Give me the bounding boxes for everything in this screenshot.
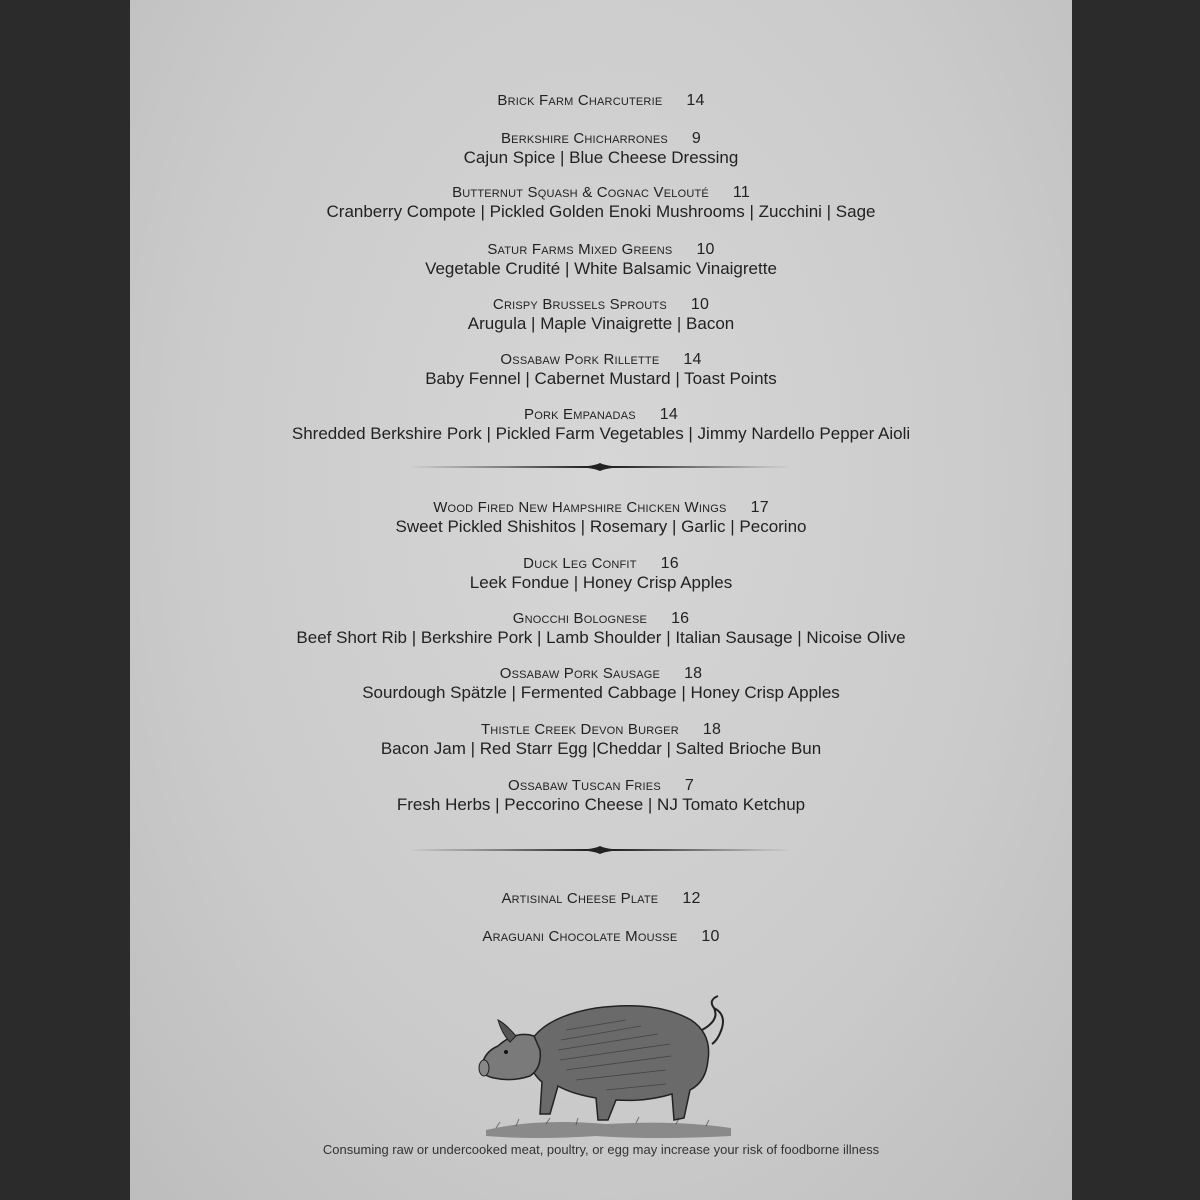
item-price: 12 xyxy=(682,890,701,907)
item-name: Ossabaw Tuscan Fries xyxy=(507,777,661,794)
item-description: Baby Fennel | Cabernet Mustard | Toast Points xyxy=(425,369,777,388)
menu-item xyxy=(130,610,1072,648)
item-price: 18 xyxy=(702,721,722,738)
menu-item xyxy=(130,184,1072,222)
item-name: Ossabaw Pork Rillette xyxy=(500,351,660,368)
menu-item xyxy=(130,241,1072,279)
item-price: 14 xyxy=(686,92,705,109)
item-description: Cajun Spice | Blue Cheese Dressing xyxy=(463,148,739,167)
item-price: 10 xyxy=(696,241,715,258)
menu-item xyxy=(130,406,1072,444)
item-price: 10 xyxy=(701,928,720,945)
item-name: Crispy Brussels Sprouts xyxy=(492,296,667,313)
menu-item xyxy=(130,777,1072,815)
item-name: Pork Empanadas xyxy=(524,406,636,423)
menu-item xyxy=(130,92,1072,110)
item-name: Wood Fired New Hampshire Chicken Wings xyxy=(433,499,727,516)
item-description: Leek Fondue | Honey Crisp Apples xyxy=(469,573,733,592)
item-name: Duck Leg Confit xyxy=(523,555,637,572)
section-divider xyxy=(408,845,793,855)
section-divider xyxy=(408,462,793,472)
menu-item xyxy=(130,665,1072,703)
disclaimer-text: Consuming raw or undercooked meat, poultry, or egg may increase your risk of foodborne illness xyxy=(322,1142,880,1157)
item-price: 7 xyxy=(684,777,694,794)
item-price: 16 xyxy=(671,610,690,627)
menu-item xyxy=(130,890,1072,908)
item-description: Sweet Pickled Shishitos | Rosemary | Garlic | Pecorino xyxy=(395,517,807,536)
item-price: 14 xyxy=(683,351,702,368)
item-name: Araguani Chocolate Mousse xyxy=(482,928,678,945)
item-description: Vegetable Crudité | White Balsamic Vinaigrette xyxy=(425,259,777,278)
item-description: Fresh Herbs | Peccorino Cheese | NJ Tomato Ketchup xyxy=(396,795,806,814)
item-name: Gnocchi Bolognese xyxy=(512,610,648,627)
item-name: Brick Farm Charcuterie xyxy=(497,92,663,109)
item-description: Cranberry Compote | Pickled Golden Enoki Mushrooms | Zucchini | Sage xyxy=(326,202,876,221)
item-price: 11 xyxy=(732,184,750,201)
item-price: 10 xyxy=(690,296,710,313)
menu-item xyxy=(130,130,1072,168)
menu-item xyxy=(130,351,1072,389)
item-name: Butternut Squash & Cognac Velouté xyxy=(452,184,709,201)
item-description: Sourdough Spätzle | Fermented Cabbage | Honey Crisp Apples xyxy=(362,683,840,702)
item-name: Artisinal Cheese Plate xyxy=(501,890,659,907)
item-description: Arugula | Maple Vinaigrette | Bacon xyxy=(467,314,735,333)
item-description: Bacon Jam | Red Starr Egg |Cheddar | Salted Brioche Bun xyxy=(380,739,822,758)
item-name: Thistle Creek Devon Burger xyxy=(480,721,679,738)
item-price: 14 xyxy=(659,406,678,423)
item-description: Shredded Berkshire Pork | Pickled Farm Vegetables | Jimmy Nardello Pepper Aioli xyxy=(291,424,911,443)
menu-item xyxy=(130,721,1072,759)
menu-paper xyxy=(130,0,1072,1200)
item-name: Berkshire Chicharrones xyxy=(500,130,668,147)
item-description: Beef Short Rib | Berkshire Pork | Lamb Shoulder | Italian Sausage | Nicoise Olive xyxy=(296,628,906,647)
pig-illustration-icon xyxy=(476,990,738,1140)
menu-item xyxy=(130,555,1072,593)
menu-item xyxy=(130,296,1072,334)
item-price: 18 xyxy=(684,665,703,682)
item-price: 9 xyxy=(691,130,702,147)
item-name: Satur Farms Mixed Greens xyxy=(487,241,673,258)
menu-item xyxy=(130,499,1072,537)
menu-item xyxy=(130,928,1072,946)
item-price: 16 xyxy=(660,555,679,572)
item-name: Ossabaw Pork Sausage xyxy=(499,665,661,682)
item-price: 17 xyxy=(750,499,769,516)
